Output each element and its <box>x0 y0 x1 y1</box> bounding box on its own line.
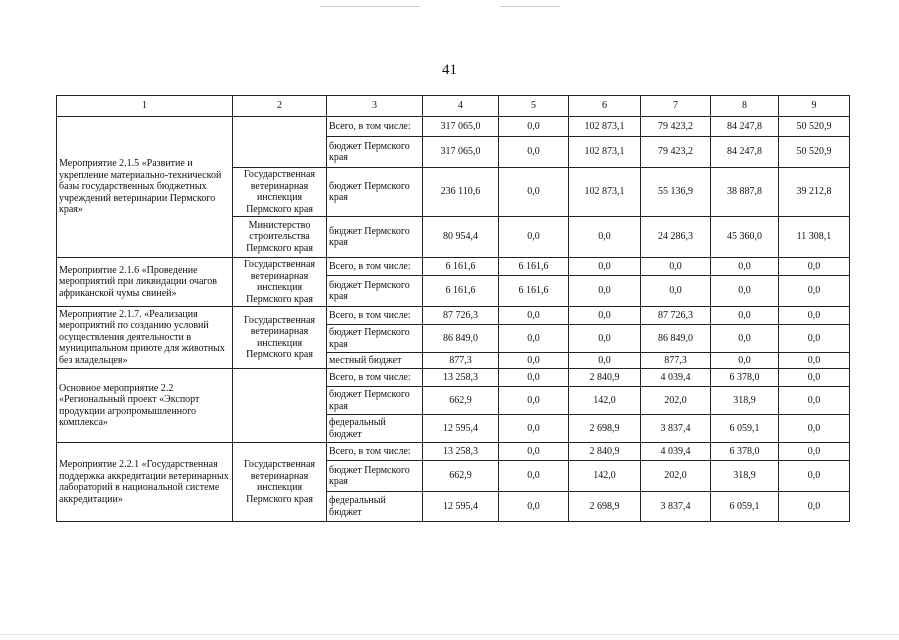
scan-artifact-bottom <box>0 634 899 635</box>
column-header: 5 <box>499 96 569 117</box>
amount-cell: 50 520,9 <box>779 137 850 168</box>
amount-cell: 13 258,3 <box>423 443 499 461</box>
amount-cell: 13 258,3 <box>423 369 499 387</box>
amount-cell: 11 308,1 <box>779 217 850 258</box>
amount-cell: 4 039,4 <box>641 443 711 461</box>
amount-cell: 6 161,6 <box>499 258 569 276</box>
amount-cell: 24 286,3 <box>641 217 711 258</box>
amount-cell: 236 110,6 <box>423 168 499 217</box>
funding-source-cell: Всего, в том числе: <box>327 443 423 461</box>
amount-cell: 0,0 <box>569 325 641 353</box>
amount-cell: 102 873,1 <box>569 168 641 217</box>
column-header: 4 <box>423 96 499 117</box>
amount-cell: 0,0 <box>569 276 641 307</box>
amount-cell: 202,0 <box>641 387 711 415</box>
amount-cell: 0,0 <box>499 325 569 353</box>
amount-cell: 877,3 <box>641 353 711 369</box>
executor-cell: Государственная ветеринарная инспекция Пермского края <box>233 258 327 307</box>
amount-cell: 318,9 <box>711 387 779 415</box>
column-header: 7 <box>641 96 711 117</box>
amount-cell: 87 726,3 <box>423 307 499 325</box>
amount-cell: 0,0 <box>711 307 779 325</box>
column-header: 9 <box>779 96 850 117</box>
amount-cell: 0,0 <box>711 325 779 353</box>
column-header: 6 <box>569 96 641 117</box>
amount-cell: 0,0 <box>499 443 569 461</box>
amount-cell: 2 698,9 <box>569 415 641 443</box>
funding-source-cell: бюджет Пермского края <box>327 137 423 168</box>
funding-source-cell: бюджет Пермского края <box>327 276 423 307</box>
amount-cell: 102 873,1 <box>569 137 641 168</box>
amount-cell: 79 423,2 <box>641 137 711 168</box>
funding-source-cell: местный бюджет <box>327 353 423 369</box>
funding-source-cell: бюджет Пермского края <box>327 387 423 415</box>
event-name-cell: Мероприятие 2.1.6 «Проведение мероприятий при ликвидации очагов африканской чумы свиней» <box>57 258 233 307</box>
amount-cell: 6 161,6 <box>423 258 499 276</box>
scan-artifact-top <box>320 6 420 7</box>
amount-cell: 84 247,8 <box>711 137 779 168</box>
amount-cell: 6 378,0 <box>711 443 779 461</box>
table-row <box>57 258 850 276</box>
amount-cell: 0,0 <box>711 353 779 369</box>
amount-cell: 12 595,4 <box>423 415 499 443</box>
column-header: 1 <box>57 96 233 117</box>
amount-cell: 0,0 <box>499 461 569 492</box>
amount-cell: 6 378,0 <box>711 369 779 387</box>
amount-cell: 6 161,6 <box>499 276 569 307</box>
amount-cell: 0,0 <box>499 369 569 387</box>
amount-cell: 0,0 <box>499 117 569 137</box>
amount-cell: 87 726,3 <box>641 307 711 325</box>
budget-table <box>56 95 850 522</box>
executor-cell <box>233 369 327 443</box>
amount-cell: 80 954,4 <box>423 217 499 258</box>
table-row <box>57 117 850 137</box>
funding-source-cell: Всего, в том числе: <box>327 307 423 325</box>
amount-cell: 877,3 <box>423 353 499 369</box>
column-header: 2 <box>233 96 327 117</box>
amount-cell: 12 595,4 <box>423 492 499 522</box>
amount-cell: 0,0 <box>569 353 641 369</box>
amount-cell: 2 698,9 <box>569 492 641 522</box>
amount-cell: 142,0 <box>569 461 641 492</box>
amount-cell: 318,9 <box>711 461 779 492</box>
amount-cell: 0,0 <box>499 387 569 415</box>
amount-cell: 38 887,8 <box>711 168 779 217</box>
table-row <box>57 443 850 461</box>
amount-cell: 3 837,4 <box>641 492 711 522</box>
amount-cell: 317 065,0 <box>423 117 499 137</box>
amount-cell: 0,0 <box>779 415 850 443</box>
amount-cell: 142,0 <box>569 387 641 415</box>
amount-cell: 202,0 <box>641 461 711 492</box>
column-header: 3 <box>327 96 423 117</box>
amount-cell: 0,0 <box>779 387 850 415</box>
amount-cell: 0,0 <box>711 258 779 276</box>
amount-cell: 6 059,1 <box>711 492 779 522</box>
amount-cell: 0,0 <box>779 307 850 325</box>
amount-cell: 45 360,0 <box>711 217 779 258</box>
executor-cell: Государственная ветеринарная инспекция Пермского края <box>233 443 327 522</box>
amount-cell: 0,0 <box>499 492 569 522</box>
amount-cell: 0,0 <box>499 307 569 325</box>
amount-cell: 0,0 <box>779 369 850 387</box>
funding-source-cell: Всего, в том числе: <box>327 117 423 137</box>
amount-cell: 662,9 <box>423 461 499 492</box>
table-row <box>57 369 850 387</box>
amount-cell: 0,0 <box>779 325 850 353</box>
amount-cell: 662,9 <box>423 387 499 415</box>
amount-cell: 50 520,9 <box>779 117 850 137</box>
scan-artifact-top <box>500 6 560 7</box>
funding-source-cell: федеральный бюджет <box>327 492 423 522</box>
amount-cell: 2 840,9 <box>569 443 641 461</box>
amount-cell: 0,0 <box>779 461 850 492</box>
amount-cell: 86 849,0 <box>423 325 499 353</box>
funding-source-cell: бюджет Пермского края <box>327 461 423 492</box>
funding-source-cell: Всего, в том числе: <box>327 369 423 387</box>
amount-cell: 55 136,9 <box>641 168 711 217</box>
amount-cell: 0,0 <box>779 492 850 522</box>
funding-source-cell: бюджет Пермского края <box>327 217 423 258</box>
funding-source-cell: федеральный бюджет <box>327 415 423 443</box>
amount-cell: 0,0 <box>499 353 569 369</box>
amount-cell: 84 247,8 <box>711 117 779 137</box>
amount-cell: 0,0 <box>779 276 850 307</box>
executor-cell <box>233 117 327 168</box>
event-name-cell: Основное мероприятие 2.2 «Региональный проект «Экспорт продукции агропромышленного комплекса» <box>57 369 233 443</box>
amount-cell: 0,0 <box>779 353 850 369</box>
table-row <box>57 307 850 325</box>
amount-cell: 79 423,2 <box>641 117 711 137</box>
amount-cell: 86 849,0 <box>641 325 711 353</box>
amount-cell: 0,0 <box>499 415 569 443</box>
amount-cell: 6 161,6 <box>423 276 499 307</box>
amount-cell: 0,0 <box>499 137 569 168</box>
amount-cell: 4 039,4 <box>641 369 711 387</box>
table-body <box>57 117 850 522</box>
amount-cell: 39 212,8 <box>779 168 850 217</box>
event-name-cell: Мероприятие 2.2.1 «Государственная поддержка аккредитации ветеринарных лабораторий в национальной системе аккредитации» <box>57 443 233 522</box>
event-name-cell: Мероприятие 2.1.5 «Развитие и укрепление материально-технической базы государственных бюджетных учреждений ветеринарии Пермского края» <box>57 117 233 258</box>
funding-source-cell: Всего, в том числе: <box>327 258 423 276</box>
amount-cell: 0,0 <box>499 217 569 258</box>
amount-cell: 0,0 <box>499 168 569 217</box>
amount-cell: 3 837,4 <box>641 415 711 443</box>
amount-cell: 0,0 <box>569 217 641 258</box>
header-row <box>57 96 850 117</box>
executor-cell: Государственная ветеринарная инспекция Пермского края <box>233 307 327 369</box>
event-name-cell: Мероприятие 2.1.7. «Реализация мероприятий по созданию условий осуществления деятельности в муниципальном приюте для животных без владельцев» <box>57 307 233 369</box>
executor-cell: Государственная ветеринарная инспекция Пермского края <box>233 168 327 217</box>
amount-cell: 0,0 <box>779 258 850 276</box>
amount-cell: 0,0 <box>569 258 641 276</box>
funding-source-cell: бюджет Пермского края <box>327 325 423 353</box>
amount-cell: 0,0 <box>711 276 779 307</box>
amount-cell: 317 065,0 <box>423 137 499 168</box>
amount-cell: 2 840,9 <box>569 369 641 387</box>
column-header: 8 <box>711 96 779 117</box>
amount-cell: 0,0 <box>779 443 850 461</box>
amount-cell: 0,0 <box>641 258 711 276</box>
amount-cell: 0,0 <box>569 307 641 325</box>
amount-cell: 6 059,1 <box>711 415 779 443</box>
page-number: 41 <box>442 62 457 78</box>
amount-cell: 0,0 <box>641 276 711 307</box>
executor-cell: Министерство строительства Пермского края <box>233 217 327 258</box>
amount-cell: 102 873,1 <box>569 117 641 137</box>
funding-source-cell: бюджет Пермского края <box>327 168 423 217</box>
